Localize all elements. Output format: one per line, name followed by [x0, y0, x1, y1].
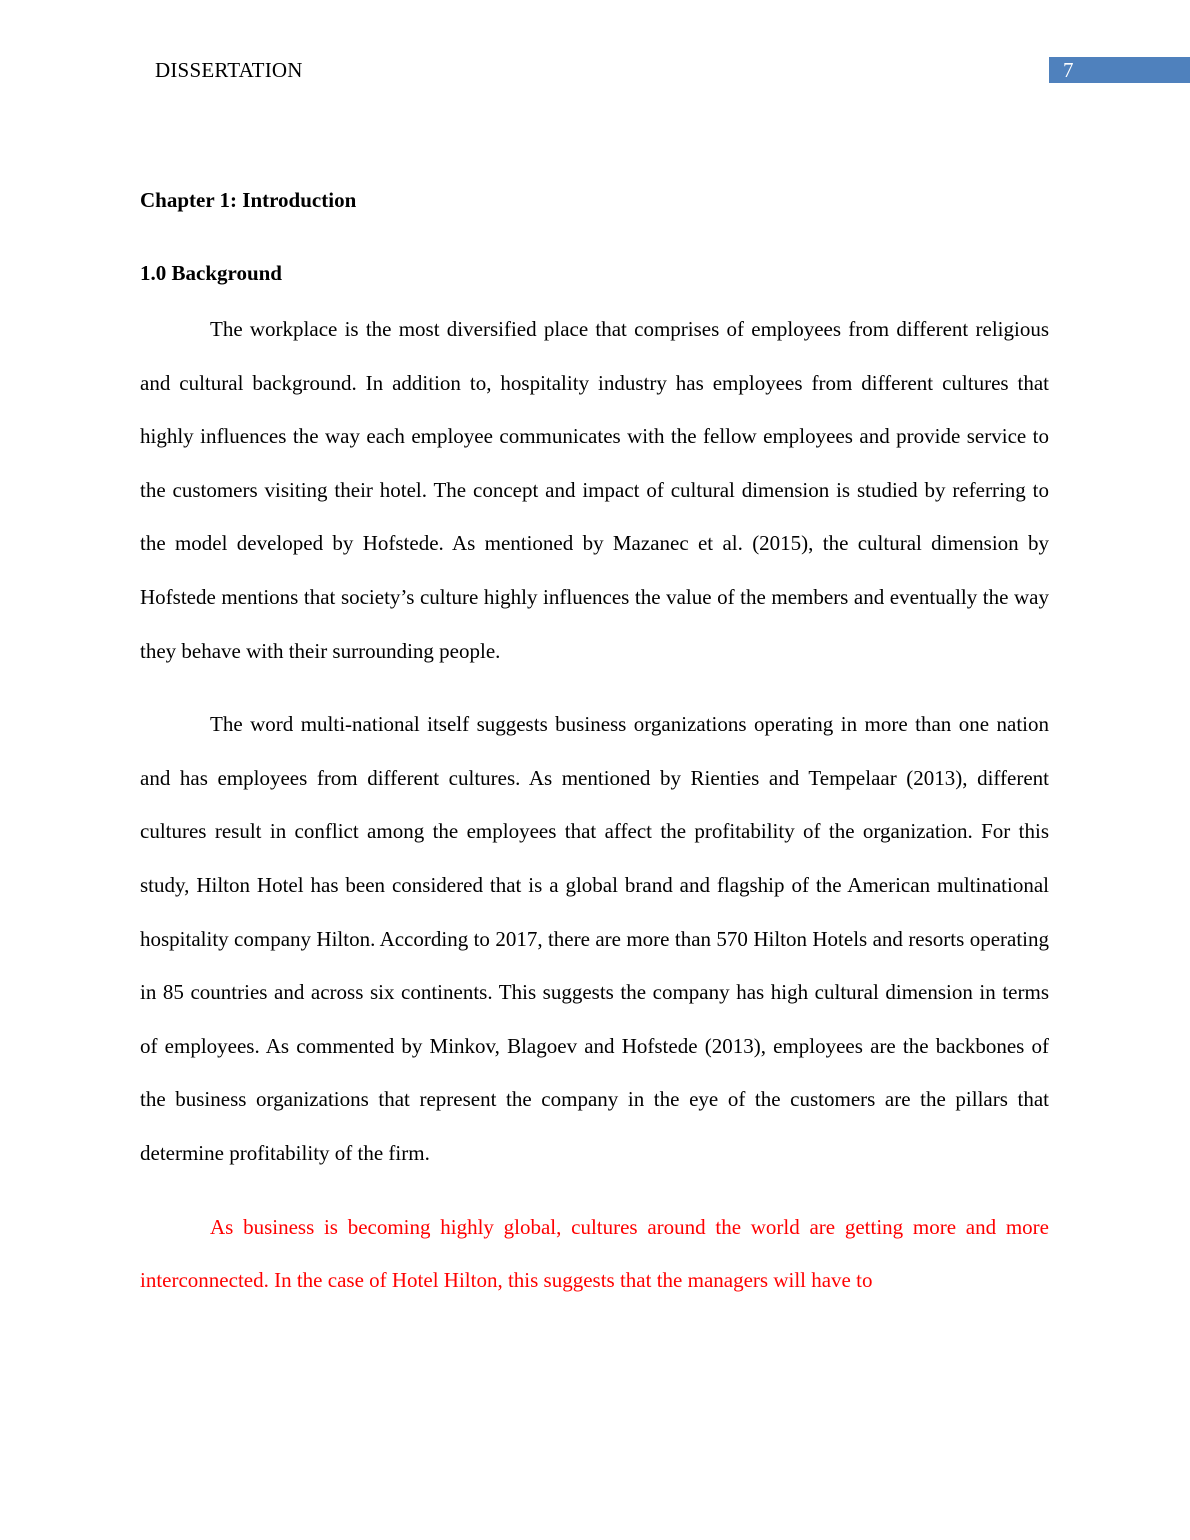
paragraph: The workplace is the most diversified place that comprises of employees from different religious and cultural background. In addition to, hospitality industry has employees from different cultures that highly influences the way each employee communicates with the fellow employees and provide service to the customers visiting their hotel. The concept and impact of cultural dimension is studied by referring to the model developed by Hofstede. As mentioned by Mazanec et al. (2015), the cultural dimension by Hofstede mentions that society’s culture highly influences the value of the members and eventually the way they behave with their surrounding people.	[140, 317, 1049, 663]
document-body	[140, 184, 1049, 1308]
page-number: 7	[1049, 57, 1190, 83]
section-title: 1.0 Background	[140, 261, 282, 285]
highlighted-paragraph: As business is becoming highly global, cultures around the world are getting more and more interconnected. In the case of Hotel Hilton, this suggests that the managers will have to	[140, 1214, 1049, 1293]
running-head: DISSERTATION	[155, 58, 303, 82]
paragraph: The word multi-national itself suggests business organizations operating in more than one nation and has employees from different cultures. As mentioned by Rienties and Tempelaar (2013), different cultures result in conflict among the employees that affect the profitability of the organization. For this study, Hilton Hotel has been considered that is a global brand and flagship of the American multinational hospitality company Hilton. According to 2017, there are more than 570 Hilton Hotels and resorts operating in 85 countries and across six continents. This suggests the company has high cultural dimension in terms of employees. As commented by Minkov, Blagoev and Hofstede (2013), employees are the backbones of the business organizations that represent the company in the eye of the customers are the pillars that determine profitability of the firm.	[140, 712, 1049, 1165]
chapter-title: Chapter 1: Introduction	[140, 188, 357, 212]
